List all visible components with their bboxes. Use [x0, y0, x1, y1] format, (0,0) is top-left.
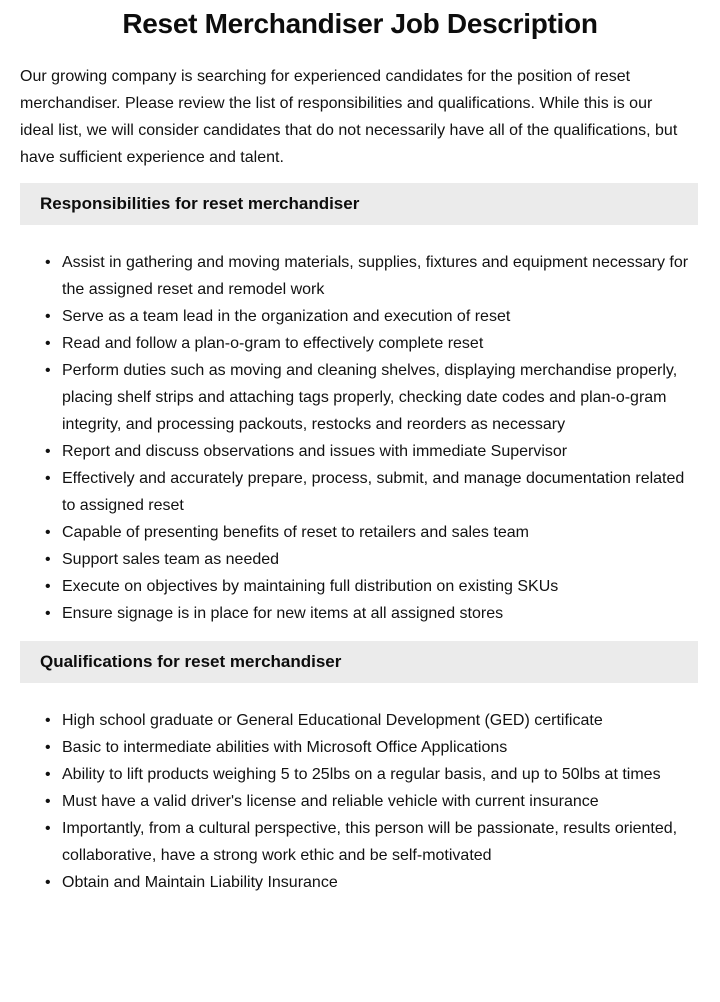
- section-heading-responsibilities: Responsibilities for reset merchandiser: [40, 194, 360, 213]
- section-header-bar: [20, 641, 698, 683]
- qualifications-list: [20, 707, 694, 896]
- qualifications-section: [0, 641, 720, 896]
- list-item: • Obtain and Maintain Liability Insurance: [62, 869, 694, 896]
- responsibilities-list: [20, 249, 694, 627]
- list-item: • Ensure signage is in place for new items at all assigned stores: [62, 600, 694, 627]
- intro-paragraph: Our growing company is searching for experienced candidates for the position of reset merchandiser. Please review the list of responsibilities and qualifications. While this is our ideal list, we will consider candidates that do not necessarily have all of the qualifications, but have sufficient experience and talent.: [20, 68, 678, 166]
- list-item: • Capable of presenting benefits of reset to retailers and sales team: [62, 519, 694, 546]
- list-item: • Ability to lift products weighing 5 to 25lbs on a regular basis, and up to 50lbs at times: [62, 761, 694, 788]
- list-item: • Basic to intermediate abilities with Microsoft Office Applications: [62, 734, 694, 761]
- list-item: • Effectively and accurately prepare, process, submit, and manage documentation related to assigned reset: [62, 465, 694, 519]
- list-item: • Must have a valid driver's license and reliable vehicle with current insurance: [62, 788, 694, 815]
- list-item: • Report and discuss observations and issues with immediate Supervisor: [62, 438, 694, 465]
- section-heading-qualifications: Qualifications for reset merchandiser: [40, 652, 342, 671]
- list-item: • Execute on objectives by maintaining full distribution on existing SKUs: [62, 573, 694, 600]
- list-item: • Read and follow a plan-o-gram to effectively complete reset: [62, 330, 694, 357]
- responsibilities-section: [0, 183, 720, 627]
- list-item: • Perform duties such as moving and cleaning shelves, displaying merchandise properly, placing shelf strips and attaching tags properly, checking date codes and plan-o-gram integrity, and processing packouts, restocks and reorders as necessary: [62, 357, 694, 438]
- list-item: • Serve as a team lead in the organization and execution of reset: [62, 303, 694, 330]
- section-header-bar: [20, 183, 698, 225]
- list-item: • Importantly, from a cultural perspective, this person will be passionate, results oriented, collaborative, have a strong work ethic and be self-motivated: [62, 815, 694, 869]
- list-item: • Support sales team as needed: [62, 546, 694, 573]
- page-title: Reset Merchandiser Job Description: [122, 8, 598, 39]
- list-item: • High school graduate or General Educational Development (GED) certificate: [62, 707, 694, 734]
- list-item: • Assist in gathering and moving materials, supplies, fixtures and equipment necessary for the assigned reset and remodel work: [62, 249, 694, 303]
